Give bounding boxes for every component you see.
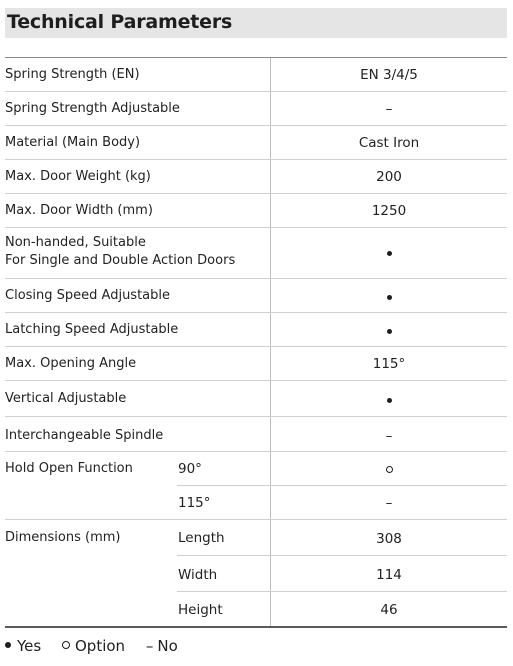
sub-divider [177,591,507,592]
row-value [271,465,507,473]
row-value: EN 3/4/5 [360,67,418,83]
yes-bullet-icon [387,329,392,334]
table-row [5,279,507,313]
row-value: Cast Iron [358,135,420,151]
row-label: Latching Speed Adjustable [5,322,179,337]
row-label-line2: For Single and Double Action Doors [5,253,236,268]
table-row [5,126,507,160]
table-row [5,58,507,92]
table-row-group [5,520,507,626]
table-row [5,381,507,417]
row-value: – [385,428,393,444]
row-value: 115° [372,356,406,372]
row-value [271,292,507,300]
option-circle-icon [62,641,70,649]
legend-no-label: No [157,637,178,655]
table-row-group [5,452,507,520]
row-value [271,395,507,403]
sub-label: Length [178,530,225,546]
table-row [5,228,507,279]
table-row [5,160,507,194]
row-label: Interchangeable Spindle [5,428,164,443]
row-value [271,248,507,256]
legend-yes-label: Yes [17,637,42,655]
option-circle-icon [386,466,393,473]
table-row [5,417,507,452]
sub-divider [177,555,507,556]
sub-label: 115° [178,495,211,511]
legend [5,637,194,655]
legend-option [62,637,125,655]
row-label: Spring Strength Adjustable [5,101,180,116]
no-dash-icon: – [145,637,154,655]
row-value: 46 [380,602,398,618]
row-value [271,326,507,334]
title-bar [5,8,507,38]
sub-label: Height [178,602,223,618]
yes-bullet-icon [5,642,11,648]
row-label: Max. Door Width (mm) [5,203,153,218]
table-row [5,92,507,126]
row-value: 1250 [371,203,407,219]
row-label-line1: Non-handed, Suitable [5,235,146,250]
row-label: Closing Speed Adjustable [5,288,171,303]
row-value: 200 [376,169,402,185]
row-label: Material (Main Body) [5,135,141,150]
legend-no [146,637,178,655]
legend-option-label: Option [75,637,126,655]
row-value: 114 [376,567,402,583]
row-label: Max. Opening Angle [5,356,137,371]
table-row [5,313,507,347]
row-label: Dimensions (mm) [5,530,121,545]
row-value: – [385,495,393,511]
row-label: Hold Open Function [5,461,133,476]
yes-bullet-icon [387,251,392,256]
table-row [5,347,507,381]
yes-bullet-icon [387,398,392,403]
yes-bullet-icon [387,295,392,300]
row-label: Spring Strength (EN) [5,67,140,82]
page-title: Technical Parameters [7,11,233,33]
sub-label: Width [178,567,218,583]
row-value: – [385,101,393,117]
row-label: Max. Door Weight (kg) [5,169,151,184]
sub-label: 90° [178,461,202,477]
legend-yes [5,637,41,655]
table-row [5,194,507,228]
row-value: 308 [376,531,402,547]
sub-divider [177,485,507,486]
row-label: Vertical Adjustable [5,391,127,406]
table-bottom-rule [5,626,507,628]
